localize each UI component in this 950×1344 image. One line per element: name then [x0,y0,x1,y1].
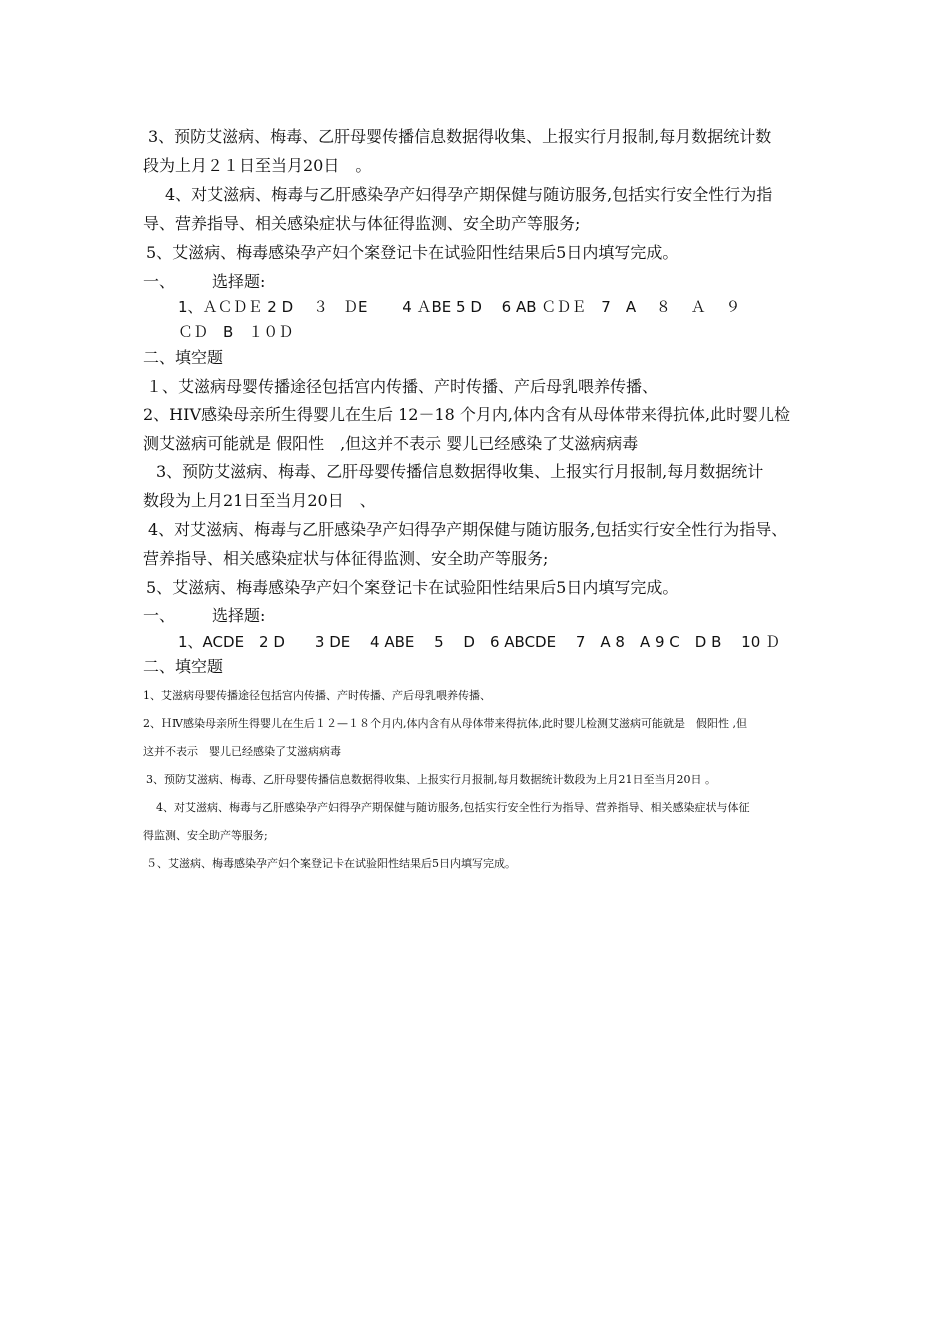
choice-heading: 选择题: [212,606,266,625]
choice-heading: 选择题: [212,272,266,291]
text-line: 4、对艾滋病、梅毒与乙肝感染孕产妇得孕产期保健与随访服务,包括实行安全性行为指导、 [148,520,788,539]
answer-line: 1、ＡＣＤＥ 2 D ３ ＤE 4 ＡBE 5 D 6 AB ＣＤＥ 7 A ８ Ａ ９ [178,298,741,316]
text-line: 导、营养指导、相关感染症状与体征得监测、安全助产等服务; [143,214,581,233]
text-line: 2、HIV感染母亲所生得婴儿在生后 12－18 个月内,体内含有从母体带来得抗体,此时婴儿检 [143,405,791,424]
choice-heading-number: 一、 [143,606,176,625]
text-line: 3、预防艾滋病、梅毒、乙肝母婴传播信息数据得收集、上报实行月报制,每月数据统计数段为上月21日至当月20日 。 [146,773,716,786]
answer-line: ＣＤ B １０Ｄ [178,323,294,341]
text-line: 5、艾滋病、梅毒感染孕产妇个案登记卡在试验阳性结果后5日内填写完成。 [146,578,679,597]
text-line: 段为上月２１日至当月20日 。 [143,156,372,175]
choice-heading-number: 一、 [143,272,176,291]
fill-heading: 二、填空题 [143,348,224,367]
text-line: 测艾滋病可能就是 假阳性 ,但这并不表示 婴儿已经感染了艾滋病病毒 [143,434,639,453]
text-line: 得监测、安全助产等服务; [143,829,268,842]
text-line: 这并不表示 婴儿已经感染了艾滋病病毒 [143,745,341,758]
text-line: 5、艾滋病、梅毒感染孕产妇个案登记卡在试验阳性结果后5日内填写完成。 [146,243,679,262]
fill-heading: 二、填空题 [143,657,224,676]
text-line: 4、对艾滋病、梅毒与乙肝感染孕产妇得孕产期保健与随访服务,包括实行安全性行为指 [165,185,773,204]
text-line: 2、ＨⅣ感染母亲所生得婴儿在生后１２—１８个月内,体内含有从母体带来得抗体,此时婴儿检测艾滋病可能就是 假阳性 ,但 [143,717,747,730]
text-line: 3、预防艾滋病、梅毒、乙肝母婴传播信息数据得收集、上报实行月报制,每月数据统计 [156,462,764,481]
text-line: １、艾滋病母婴传播途径包括宫内传播、产时传播、产后母乳喂养传播、 [146,377,659,396]
answer-line: 1、ACDE 2 D 3 DE 4 ABE 5 D 6 ABCDE 7 A 8 A 9 C D B 10 Ｄ [178,633,781,651]
text-line: 数段为上月21日至当月20日 、 [143,491,376,510]
text-line: 4、对艾滋病、梅毒与乙肝感染孕产妇得孕产期保健与随访服务,包括实行安全性行为指导、营养指导、相关感染症状与体征 [156,801,750,814]
text-line: 3、预防艾滋病、梅毒、乙肝母婴传播信息数据得收集、上报实行月报制,每月数据统计数 [148,127,772,146]
text-line: ５、艾滋病、梅毒感染孕产妇个案登记卡在试验阳性结果后5日内填写完成。 [146,857,516,870]
text-line: 1、艾滋病母婴传播途径包括宫内传播、产时传播、产后母乳喂养传播、 [143,689,491,702]
text-line: 营养指导、相关感染症状与体征得监测、安全助产等服务; [143,549,549,568]
